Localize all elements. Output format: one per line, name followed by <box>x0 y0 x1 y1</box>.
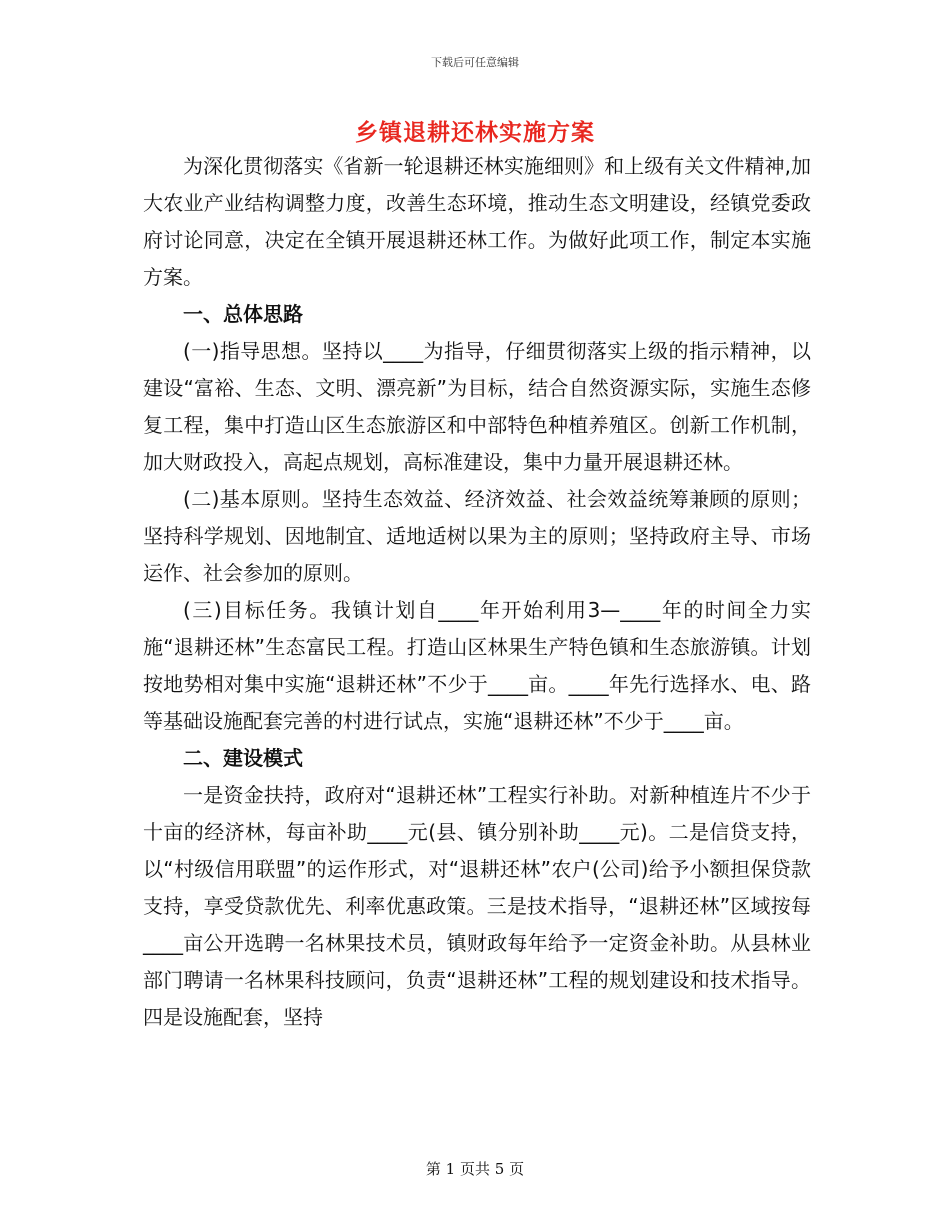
paragraph-guiding-thought: (一)指导思想。坚持以____为指导，仔细贯彻落实上级的指示精神，以建设“富裕、生态、文明、漂亮新”为目标，结合自然资源实际，实施生态修复工程，集中打造山区生态旅游区和中部特色种植养殖区。创新工作机制，加大财政投入，高起点规划，高标准建设，集中力量开展退耕还林。 <box>143 339 811 474</box>
paragraph-construction-mode: 一是资金扶持，政府对“退耕还林”工程实行补助。对新种植连片不少于十亩的经济林，每亩补助____元(县、镇分别补助____元)。二是信贷支持，以“村级信用联盟”的运作形式，对“退耕还林”农户(公司)给予小额担保贷款支持，享受贷款优先、利率优惠政策。三是技术指导，“退耕还林”区域按每____亩公开选聘一名林果技术员，镇财政每年给予一定资金补助。从县林业部门聘请一名林果科技顾问，负责“退耕还林”工程的规划建设和技术指导。四是设施配套，坚持 <box>143 783 811 1029</box>
document-body <box>143 148 811 1036</box>
section-heading-overall-approach: 一、总体思路 <box>183 302 303 326</box>
page-header-note: 下载后可任意编辑 <box>431 56 519 69</box>
document-title: 乡镇退耕还林实施方案 <box>355 120 595 146</box>
section-heading-construction-mode: 二、建设模式 <box>183 746 303 770</box>
paragraph-goals-tasks: (三)目标任务。我镇计划自____年开始利用3—____年的时间全力实施“退耕还林”生态富民工程。打造山区林果生产特色镇和生态旅游镇。计划按地势相对集中实施“退耕还林”不少于____亩。____年先行选择水、电、路等基础设施配套完善的村进行试点，实施“退耕还林”不少于____亩。 <box>143 598 811 733</box>
intro-paragraph: 为深化贯彻落实《省新一轮退耕还林实施细则》和上级有关文件精神,加大农业产业结构调整力度，改善生态环境，推动生态文明建设，经镇党委政府讨论同意，决定在全镇开展退耕还林工作。为做好此项工作，制定本实施方案。 <box>143 154 811 289</box>
page-footer-number: 第 1 页共 5 页 <box>425 1160 525 1178</box>
paragraph-basic-principles: (二)基本原则。坚持生态效益、经济效益、社会效益统筹兼顾的原则；坚持科学规划、因地制宜、适地适树以果为主的原则；坚持政府主导、市场运作、社会参加的原则。 <box>143 487 811 585</box>
